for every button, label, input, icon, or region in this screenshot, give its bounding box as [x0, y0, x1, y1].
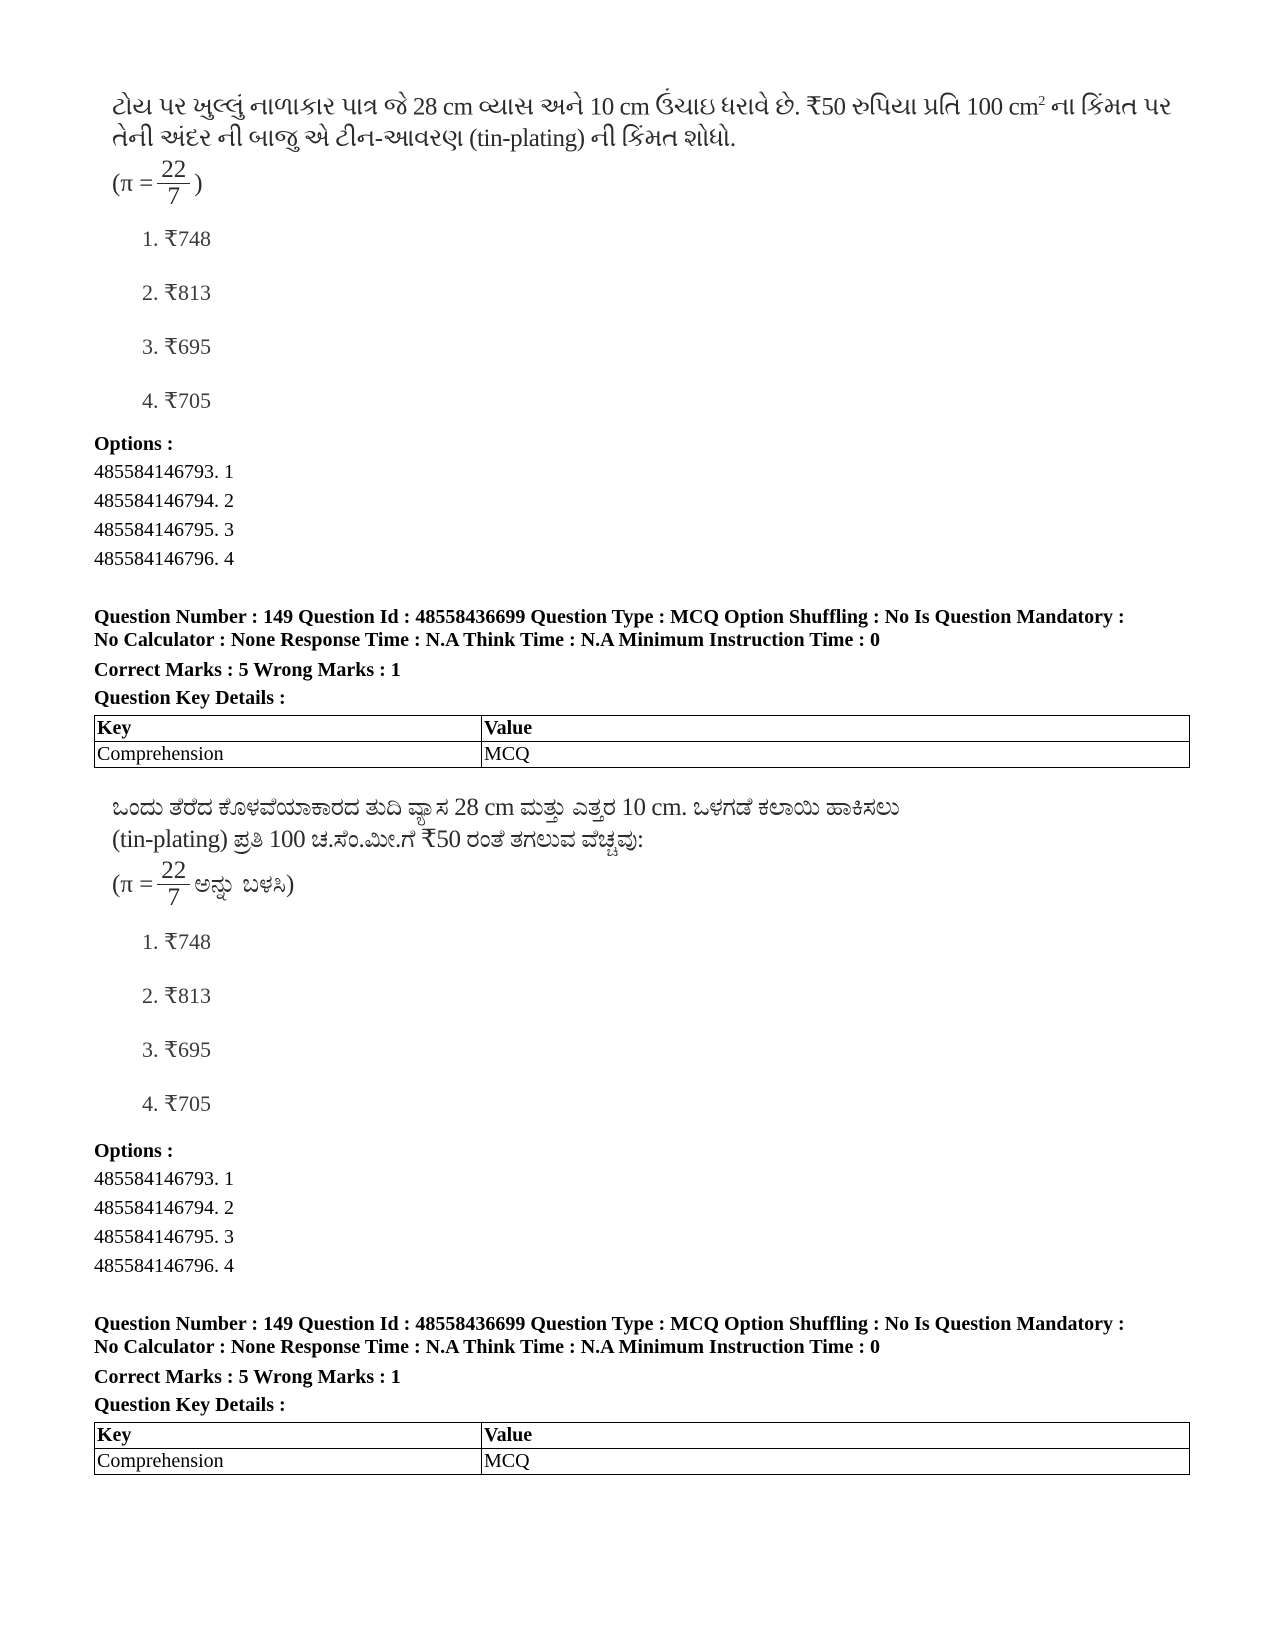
- table-row: [95, 742, 1190, 768]
- question-image-gujarati: [112, 86, 1172, 440]
- answer-choice: 1. ₹748: [142, 929, 211, 954]
- options-title: Options :: [94, 1140, 174, 1162]
- pi-prefix: (π =: [112, 169, 154, 197]
- table-header-row: [95, 1423, 1190, 1449]
- question-meta: [94, 1313, 1190, 1475]
- fraction-denominator: 7: [167, 183, 181, 211]
- meta-line: No Calculator : None Response Time : N.A Think Time : N.A Minimum Instruction Time : 0: [94, 1336, 880, 1358]
- options-title: Options :: [94, 433, 174, 455]
- table-header-cell: Value: [482, 716, 1190, 742]
- answer-choices: [142, 224, 1162, 440]
- answer-choice: 2. ₹813: [142, 983, 211, 1008]
- question-text-line: તેની અંદર ની બાજુ એ ટીન-આવરણ (tin-plating) ની કિંમત શોધો.: [112, 125, 736, 153]
- option-id: 485584146795. 3: [94, 1226, 234, 1248]
- table-cell: Comprehension: [95, 742, 482, 768]
- pi-note: [112, 858, 1162, 911]
- answer-choice: 3. ₹695: [142, 334, 211, 360]
- fraction-numerator: 22: [157, 157, 190, 184]
- pi-suffix: ): [194, 169, 203, 197]
- option-id: 485584146793. 1: [94, 1168, 234, 1190]
- option-id: 485584146796. 4: [94, 548, 234, 570]
- key-details-table: [94, 1422, 1190, 1475]
- option-id: 485584146793. 1: [94, 461, 234, 483]
- fraction-denominator: 7: [167, 884, 181, 911]
- key-details-title: Question Key Details :: [94, 687, 286, 709]
- table-cell: Comprehension: [95, 1449, 482, 1475]
- question-image-kannada: [112, 792, 1162, 1143]
- answer-choice: 2. ₹813: [142, 280, 211, 306]
- fraction-numerator: 22: [157, 858, 190, 885]
- answer-choice: 4. ₹705: [142, 1091, 211, 1116]
- options-list: [94, 1137, 1190, 1281]
- answer-choice: 1. ₹748: [142, 226, 211, 252]
- answer-choice: 3. ₹695: [142, 1037, 211, 1062]
- pi-note: [112, 157, 1162, 210]
- option-id: 485584146794. 2: [94, 1197, 234, 1219]
- option-id: 485584146794. 2: [94, 490, 234, 512]
- marks-line: Correct Marks : 5 Wrong Marks : 1: [94, 1366, 401, 1388]
- key-details-title: Question Key Details :: [94, 1394, 286, 1416]
- key-details-table: [94, 715, 1190, 768]
- table-header-row: [95, 716, 1190, 742]
- table-header-cell: Key: [95, 1423, 482, 1449]
- table-row: [95, 1449, 1190, 1475]
- table-header-cell: Key: [95, 716, 482, 742]
- pi-fraction: [157, 157, 190, 210]
- options-list: [94, 430, 1190, 574]
- superscript: 2: [1038, 94, 1045, 109]
- meta-line: Question Number : 149 Question Id : 48558436699 Question Type : MCQ Option Shuffling : No Is Question Mandatory :: [94, 1313, 1125, 1335]
- table-header-cell: Value: [482, 1423, 1190, 1449]
- pi-fraction: [157, 858, 190, 911]
- question-text: ટોય પર ખુલ્લું નાળાકાર પાત્ર જે 28 cm વ્યાસ અને 10 cm ઉંચાઇ ધરાવે છે. ₹50 રુપિયા પ્રતિ 100 cm: [112, 93, 1039, 121]
- table-cell: MCQ: [482, 1449, 1190, 1475]
- meta-line: No Calculator : None Response Time : N.A Think Time : N.A Minimum Instruction Time : 0: [94, 629, 880, 651]
- answer-choice: 4. ₹705: [142, 388, 211, 414]
- answer-choices: [142, 927, 1162, 1143]
- pi-suffix: ಅನ್ನು ಬಳಸಿ): [194, 870, 295, 898]
- option-id: 485584146795. 3: [94, 519, 234, 541]
- question-meta: [94, 606, 1190, 768]
- pi-prefix: (π =: [112, 870, 154, 898]
- question-text: ના કિંમત પર: [1044, 93, 1172, 121]
- question-text-line: (tin-plating) ಪ್ರತಿ 100 ಚ.ಸೆಂ.ಮೀ.ಗೆ ₹50 ರಂತೆ ತಗಲುವ ವೆಚ್ಚವು:: [112, 826, 644, 853]
- marks-line: Correct Marks : 5 Wrong Marks : 1: [94, 659, 401, 681]
- table-cell: MCQ: [482, 742, 1190, 768]
- question-text-line: [112, 86, 1172, 123]
- option-id: 485584146796. 4: [94, 1255, 234, 1277]
- question-text-line: ಒಂದು ತೆರೆದ ಕೊಳವೆಯಾಕಾರದ ತುದಿ ವ್ಯಾಸ 28 cm ಮತ್ತು ಎತ್ತರ 10 cm. ಒಳಗಡೆ ಕಲಾಯಿ ಹಾಕಿಸಲು: [112, 794, 900, 821]
- meta-line: Question Number : 149 Question Id : 48558436699 Question Type : MCQ Option Shuffling : No Is Question Mandatory :: [94, 606, 1125, 628]
